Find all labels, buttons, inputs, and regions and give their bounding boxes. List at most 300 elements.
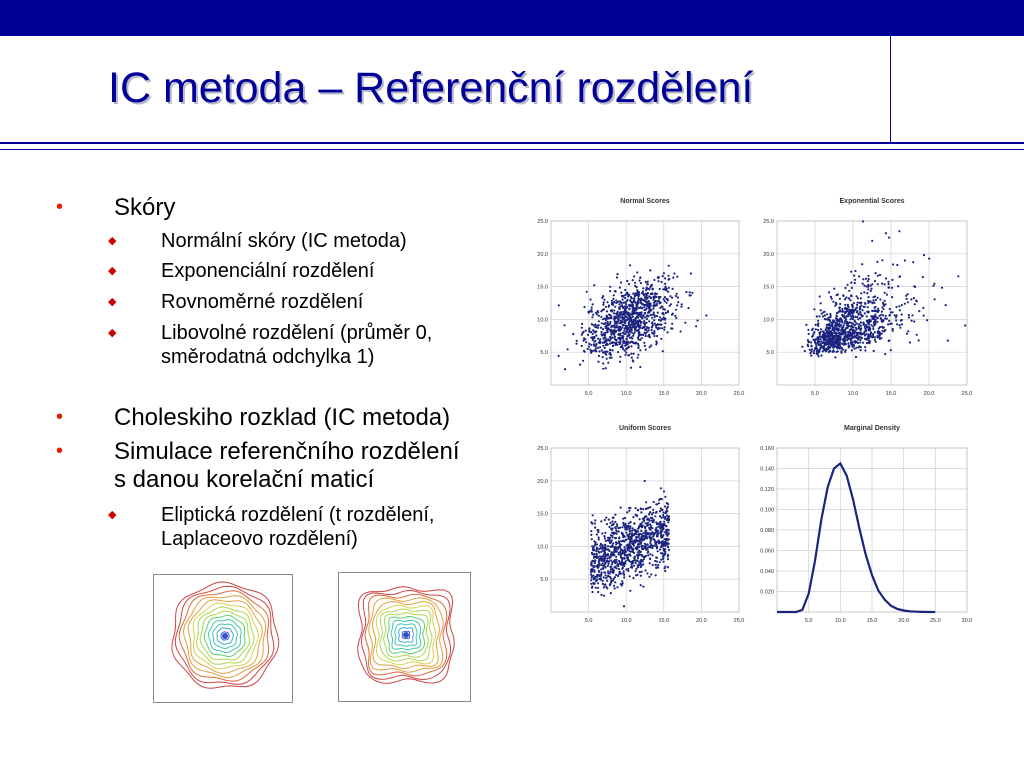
scatter-point — [609, 349, 611, 351]
scatter-point — [876, 321, 878, 323]
scatter-point — [644, 526, 646, 528]
scatter-point — [618, 333, 620, 335]
sub-bullet-text: Normální skóry (IC metoda) — [161, 230, 407, 252]
scatter-point — [850, 294, 852, 296]
scatter-point — [603, 586, 605, 588]
scatter-point — [623, 576, 625, 578]
chart-title: Exponential Scores — [839, 198, 905, 205]
scatter-point — [622, 296, 624, 298]
scatter-point — [836, 341, 838, 343]
scatter-point — [611, 303, 613, 305]
scatter-point — [645, 288, 647, 290]
scatter-point — [604, 347, 606, 349]
scatter-point — [879, 334, 881, 336]
x-tick-label: 20.0 — [898, 618, 910, 624]
scatter-point — [635, 533, 637, 535]
scatter-point — [881, 283, 883, 285]
scatter-point — [668, 529, 670, 531]
scatter-point — [851, 337, 853, 339]
scatter-point — [622, 522, 624, 524]
bullet-item — [56, 193, 176, 222]
x-tick-label: 15.0 — [885, 391, 897, 397]
scatter-point — [655, 528, 657, 530]
scatter-point — [590, 579, 592, 581]
scatter-point — [853, 302, 855, 304]
scatter-point — [631, 313, 633, 315]
scatter-point — [633, 557, 635, 559]
plot-frame — [551, 221, 739, 385]
sub-bullet-marker: ◆ — [108, 235, 117, 247]
scatter-point — [840, 334, 842, 336]
scatter-point — [839, 298, 841, 300]
scatter-point — [887, 281, 889, 283]
scatter-point — [624, 333, 626, 335]
scatter-point — [889, 314, 891, 316]
scatter-point — [618, 563, 620, 565]
scatter-point — [611, 520, 613, 522]
scatter-point — [662, 557, 664, 559]
scatter-point — [655, 340, 657, 342]
scatter-point — [643, 326, 645, 328]
scatter-point — [632, 359, 634, 361]
scatter-point — [626, 306, 628, 308]
scatter-point — [603, 595, 605, 597]
scatter-point — [618, 341, 620, 343]
scatter-point — [864, 346, 866, 348]
scatter-point — [833, 351, 835, 353]
scatter-point — [831, 298, 833, 300]
scatter-point — [595, 334, 597, 336]
scatter-point — [632, 309, 634, 311]
sub-bullet-item — [108, 503, 435, 527]
scatter-point — [628, 510, 630, 512]
scatter-point — [595, 550, 597, 552]
scatter-point — [646, 295, 648, 297]
scatter-point — [861, 263, 863, 265]
scatter-point — [625, 344, 627, 346]
y-tick-label: 5.0 — [766, 350, 774, 357]
scatter-point — [639, 326, 641, 328]
scatter-point — [592, 324, 594, 326]
scatter-point — [918, 310, 920, 312]
scatter-point — [844, 317, 846, 319]
scatter-point — [641, 534, 643, 536]
scatter-point — [640, 511, 642, 513]
scatter-point — [839, 306, 841, 308]
x-tick-label: 25.0 — [929, 618, 941, 624]
scatter-point — [632, 551, 634, 553]
scatter-point — [847, 337, 849, 339]
scatter-point — [643, 332, 645, 334]
x-tick-label: 15.0 — [658, 618, 670, 624]
scatter-point — [558, 304, 560, 306]
scatter-point — [926, 319, 928, 321]
scatter-point — [856, 316, 858, 318]
scatter-point — [593, 344, 595, 346]
normal-scores-svg — [529, 193, 749, 405]
scatter-point — [615, 550, 617, 552]
scatter-point — [649, 542, 651, 544]
scatter-point — [845, 311, 847, 313]
x-tick-label: 20.0 — [923, 391, 935, 397]
scatter-point — [611, 309, 613, 311]
scatter-point — [658, 296, 660, 298]
scatter-point — [633, 333, 635, 335]
elliptical-contour-plot — [153, 574, 293, 703]
scatter-point — [645, 501, 647, 503]
scatter-point — [636, 305, 638, 307]
scatter-point — [605, 577, 607, 579]
scatter-point — [811, 329, 813, 331]
scatter-point — [829, 323, 831, 325]
scatter-point — [619, 571, 621, 573]
scatter-point — [859, 317, 861, 319]
scatter-point — [625, 568, 627, 570]
scatter-point — [667, 331, 669, 333]
scatter-point — [604, 566, 606, 568]
scatter-point — [896, 264, 898, 266]
scatter-point — [643, 558, 645, 560]
bullet-item — [56, 403, 451, 432]
x-tick-label: 5.0 — [584, 618, 593, 624]
scatter-point — [841, 327, 843, 329]
contour-peak — [222, 633, 228, 639]
scatter-point — [667, 558, 669, 560]
scatter-point — [598, 565, 600, 567]
scatter-point — [653, 332, 655, 334]
scatter-point — [604, 332, 606, 334]
scatter-point — [629, 337, 631, 339]
scatter-point — [633, 544, 635, 546]
scatter-point — [602, 583, 604, 585]
scatter-point — [608, 519, 610, 521]
scatter-point — [882, 308, 884, 310]
scatter-point — [597, 591, 599, 593]
scatter-point — [885, 315, 887, 317]
scatter-point — [643, 306, 645, 308]
scatter-point — [650, 285, 652, 287]
scatter-point — [641, 571, 643, 573]
scatter-point — [665, 298, 667, 300]
scatter-point — [908, 316, 910, 318]
scatter-point — [853, 311, 855, 313]
scatter-point — [638, 546, 640, 548]
scatter-point — [874, 295, 876, 297]
scatter-point — [606, 358, 608, 360]
scatter-point — [620, 573, 622, 575]
scatter-point — [603, 318, 605, 320]
scatter-point — [852, 304, 854, 306]
scatter-point — [849, 321, 851, 323]
scatter-point — [659, 532, 661, 534]
scatter-point — [627, 299, 629, 301]
scatter-point — [922, 307, 924, 309]
scatter-point — [676, 304, 678, 306]
scatter-point — [664, 505, 666, 507]
scatter-point — [823, 342, 825, 344]
scatter-point — [910, 298, 912, 300]
scatter-point — [656, 304, 658, 306]
scatter-point — [676, 276, 678, 278]
scatter-point — [627, 570, 629, 572]
scatter-point — [621, 533, 623, 535]
scatter-point — [811, 348, 813, 350]
scatter-point — [643, 342, 645, 344]
scatter-point — [841, 319, 843, 321]
scatter-point — [620, 317, 622, 319]
scatter-point — [652, 509, 654, 511]
scatter-point — [667, 555, 669, 557]
scatter-point — [590, 351, 592, 353]
scatter-point — [619, 311, 621, 313]
scatter-point — [656, 557, 658, 559]
scatter-point — [651, 513, 653, 515]
scatter-point — [872, 328, 874, 330]
scatter-point — [833, 346, 835, 348]
scatter-point — [838, 344, 840, 346]
scatter-point — [653, 296, 655, 298]
scatter-point — [642, 508, 644, 510]
scatter-point — [862, 309, 864, 311]
scatter-point — [641, 559, 643, 561]
scatter-point — [610, 592, 612, 594]
scatter-point — [635, 342, 637, 344]
scatter-point — [597, 327, 599, 329]
scatter-point — [651, 292, 653, 294]
scatter-point — [612, 298, 614, 300]
scatter-point — [642, 299, 644, 301]
scatter-point — [888, 283, 890, 285]
scatter-point — [652, 554, 654, 556]
scatter-point — [864, 349, 866, 351]
scatter-point — [604, 537, 606, 539]
scatter-point — [658, 319, 660, 321]
scatter-point — [677, 296, 679, 298]
scatter-point — [659, 510, 661, 512]
scatter-point — [602, 328, 604, 330]
scatter-point — [616, 586, 618, 588]
scatter-point — [637, 314, 639, 316]
scatter-point — [588, 329, 590, 331]
x-tick-label: 20.0 — [696, 618, 707, 624]
scatter-point — [622, 567, 624, 569]
scatter-point — [597, 347, 599, 349]
scatter-point — [597, 311, 599, 313]
scatter-point — [611, 524, 613, 526]
scatter-point — [651, 527, 653, 529]
scatter-point — [881, 259, 883, 261]
scatter-point — [862, 278, 864, 280]
scatter-point — [858, 325, 860, 327]
scatter-point — [607, 570, 609, 572]
scatter-point — [659, 316, 661, 318]
scatter-point — [673, 272, 675, 274]
scatter-point — [593, 577, 595, 579]
scatter-point — [647, 518, 649, 520]
scatter-point — [660, 320, 662, 322]
scatter-point — [854, 282, 856, 284]
chart-title: Marginal Density — [843, 425, 901, 432]
scatter-point — [598, 320, 600, 322]
scatter-point — [589, 310, 591, 312]
scatter-point — [618, 542, 620, 544]
scatter-point — [906, 333, 908, 335]
scatter-point — [653, 501, 655, 503]
scatter-point — [595, 312, 597, 314]
scatter-point — [612, 542, 614, 544]
scatter-point — [666, 538, 668, 540]
scatter-point — [665, 511, 667, 513]
scatter-point — [820, 309, 822, 311]
scatter-point — [612, 517, 614, 519]
scatter-point — [656, 534, 658, 536]
scatter-point — [628, 304, 630, 306]
scatter-point — [842, 349, 844, 351]
scatter-point — [590, 344, 592, 346]
scatter-point — [657, 312, 659, 314]
scatter-point — [839, 309, 841, 311]
scatter-point — [844, 287, 846, 289]
scatter-point — [651, 317, 653, 319]
scatter-point — [895, 319, 897, 321]
scatter-point — [883, 305, 885, 307]
scatter-point — [825, 318, 827, 320]
scatter-point — [598, 538, 600, 540]
scatter-point — [616, 276, 618, 278]
scatter-point — [909, 341, 911, 343]
scatter-point — [624, 526, 626, 528]
bullet-text: s danou korelační maticí — [114, 466, 375, 493]
scatter-point — [622, 342, 624, 344]
scatter-point — [633, 275, 635, 277]
scatter-point — [813, 352, 815, 354]
scatter-point — [889, 323, 891, 325]
scatter-point — [874, 307, 876, 309]
title-divider-vertical — [890, 36, 891, 143]
scatter-point — [621, 304, 623, 306]
scatter-point — [620, 557, 622, 559]
scatter-point — [603, 299, 605, 301]
scatter-point — [623, 340, 625, 342]
scatter-point — [628, 522, 630, 524]
scatter-point — [665, 302, 667, 304]
scatter-point — [591, 316, 593, 318]
scatter-point — [602, 362, 604, 364]
scatter-point — [661, 509, 663, 511]
x-tick-label: 10.0 — [620, 618, 632, 624]
scatter-point — [663, 272, 665, 274]
scatter-point — [651, 329, 653, 331]
scatter-point — [837, 330, 839, 332]
scatter-point — [622, 348, 624, 350]
scatter-point — [649, 506, 651, 508]
scatter-point — [661, 536, 663, 538]
y-tick-label: 20.0 — [537, 251, 548, 258]
scatter-point — [616, 341, 618, 343]
scatter-point — [648, 295, 650, 297]
scatter-point — [873, 318, 875, 320]
scatter-point — [645, 335, 647, 337]
scatter-point — [851, 349, 853, 351]
scatter-point — [621, 302, 623, 304]
scatter-point — [611, 568, 613, 570]
scatter-point — [608, 563, 610, 565]
scatter-point — [885, 277, 887, 279]
scatter-point — [818, 315, 820, 317]
scatter-point — [857, 318, 859, 320]
scatter-point — [648, 329, 650, 331]
scatter-point — [582, 360, 584, 362]
scatter-point — [652, 564, 654, 566]
scatter-point — [572, 333, 574, 335]
scatter-point — [637, 557, 639, 559]
scatter-point — [644, 329, 646, 331]
scatter-point — [582, 332, 584, 334]
scatter-point — [913, 320, 915, 322]
scatter-point — [622, 332, 624, 334]
scatter-point — [592, 339, 594, 341]
scatter-point — [854, 270, 856, 272]
scatter-point — [817, 329, 819, 331]
scatter-point — [912, 261, 914, 263]
scatter-point — [858, 346, 860, 348]
scatter-point — [631, 527, 633, 529]
scatter-point — [615, 556, 617, 558]
scatter-point — [631, 357, 633, 359]
scatter-point — [660, 541, 662, 543]
scatter-point — [663, 298, 665, 300]
scatter-point — [667, 566, 669, 568]
scatter-point — [635, 507, 637, 509]
scatter-point — [615, 574, 617, 576]
scatter-point — [848, 332, 850, 334]
scatter-point — [567, 348, 569, 350]
scatter-point — [653, 311, 655, 313]
scatter-point — [625, 303, 627, 305]
scatter-point — [609, 546, 611, 548]
scatter-point — [613, 312, 615, 314]
scatter-point — [880, 337, 882, 339]
scatter-point — [621, 560, 623, 562]
scatter-point — [653, 279, 655, 281]
scatter-point — [849, 310, 851, 312]
scatter-point — [607, 362, 609, 364]
scatter-point — [599, 338, 601, 340]
scatter-point — [604, 546, 606, 548]
scatter-point — [600, 594, 602, 596]
scatter-point — [620, 328, 622, 330]
scatter-point — [631, 337, 633, 339]
exponential-scores-svg — [755, 193, 977, 405]
scatter-point — [831, 335, 833, 337]
scatter-point — [610, 354, 612, 356]
scatter-point — [899, 324, 901, 326]
scatter-point — [687, 307, 689, 309]
scatter-point — [865, 278, 867, 280]
scatter-point — [647, 532, 649, 534]
scatter-point — [646, 523, 648, 525]
scatter-point — [629, 530, 631, 532]
scatter-point — [624, 297, 626, 299]
scatter-point — [874, 280, 876, 282]
scatter-point — [846, 327, 848, 329]
scatter-point — [857, 302, 859, 304]
scatter-point — [848, 306, 850, 308]
scatter-point — [646, 507, 648, 509]
scatter-point — [592, 333, 594, 335]
scatter-point — [801, 346, 803, 348]
scatter-point — [867, 306, 869, 308]
